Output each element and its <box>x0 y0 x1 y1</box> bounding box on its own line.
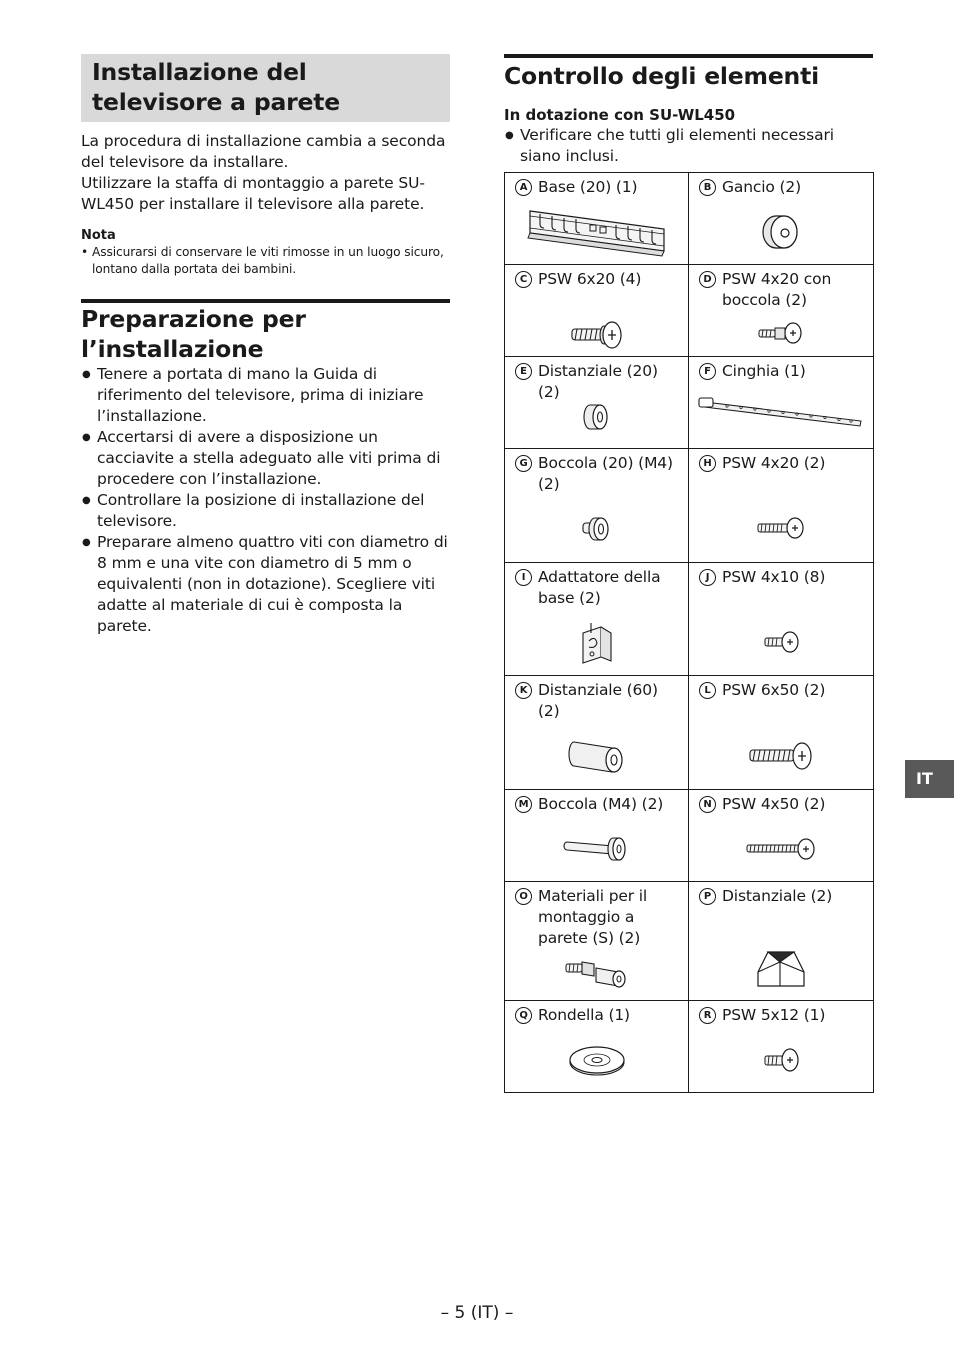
part-cell-m <box>505 790 689 882</box>
section-heading-box <box>81 54 450 122</box>
wall-bracket-icon <box>505 203 688 259</box>
item-label: PSW 4x20 con boccola (2) <box>722 270 832 309</box>
item-letter: I <box>515 569 532 586</box>
item-letter: J <box>699 569 716 586</box>
table-row <box>505 563 874 676</box>
note-item: • Assicurarsi di conservare le viti rimosse in un luogo sicuro, lontano dalla portata dei bambini. <box>81 244 450 278</box>
item-label: PSW 4x20 (2) <box>722 454 826 472</box>
table-row <box>505 449 874 563</box>
item-letter: M <box>515 796 532 813</box>
item-label: Distanziale (2) <box>722 887 833 905</box>
item-label: Adattatore della base (2) <box>538 568 661 607</box>
part-cell-l <box>689 676 874 790</box>
list-item: ● Verificare che tutti gli elementi necessari siano inclusi. <box>504 125 873 167</box>
screw-icon <box>689 630 873 654</box>
item-letter: Q <box>515 1007 532 1024</box>
item-label: Rondella (1) <box>538 1006 630 1024</box>
part-cell-h <box>689 449 874 563</box>
part-cell-b <box>689 173 874 265</box>
part-cell-f <box>689 357 874 449</box>
left-column <box>81 54 450 637</box>
screw-with-bushing-icon <box>689 321 873 345</box>
screw-icon <box>689 516 873 540</box>
item-letter: F <box>699 363 716 380</box>
section-title-parts-check: Controllo degli elementi <box>504 62 819 90</box>
intro-text <box>81 131 450 215</box>
screw-icon <box>689 836 873 862</box>
item-label: PSW 6x50 (2) <box>722 681 826 699</box>
part-cell-o <box>505 882 689 1001</box>
screw-icon <box>505 320 688 350</box>
part-cell-k <box>505 676 689 790</box>
item-letter: B <box>699 179 716 196</box>
item-label: PSW 4x10 (8) <box>722 568 826 586</box>
right-column <box>504 54 873 1093</box>
list-item: ● Tenere a portata di mano la Guida di riferimento del televisore, prima di iniziare l’installazione. <box>81 364 450 427</box>
part-cell-q <box>505 1001 689 1093</box>
part-cell-c <box>505 265 689 357</box>
item-label: Distanziale (60) (2) <box>538 681 658 720</box>
screw-icon <box>689 1047 873 1073</box>
section-title-preparation: Preparazione per l’installazione <box>81 305 306 363</box>
section-heading-rule <box>504 54 873 91</box>
item-letter: A <box>515 179 532 196</box>
language-tab: IT <box>905 760 954 798</box>
item-label: Boccola (M4) (2) <box>538 795 664 813</box>
item-letter: G <box>515 455 532 472</box>
item-letter: N <box>699 796 716 813</box>
item-letter: L <box>699 682 716 699</box>
part-cell-r <box>689 1001 874 1093</box>
page-number: – 5 (IT) – <box>440 1303 514 1323</box>
intro-paragraph: Utilizzare la staffa di montaggio a parete SU-WL450 per installare il televisore alla parete. <box>81 174 425 213</box>
item-letter: E <box>515 363 532 380</box>
item-letter: C <box>515 271 532 288</box>
list-item: ● Controllare la posizione di installazione del televisore. <box>81 490 450 532</box>
list-item: ● Preparare almeno quattro viti con diametro di 8 mm e una vite con diametro di 5 mm o equivalenti (non in dotazione). Scegliere viti adatte al materiale di cui è composta la parete. <box>81 532 450 637</box>
table-row <box>505 265 874 357</box>
item-letter: O <box>515 888 532 905</box>
base-adapter-icon <box>505 621 688 665</box>
part-cell-a <box>505 173 689 265</box>
block-spacer-icon <box>689 946 873 990</box>
item-letter: P <box>699 888 716 905</box>
table-row <box>505 1001 874 1093</box>
spacer-icon <box>505 736 688 776</box>
parts-check-list <box>504 125 873 167</box>
part-cell-e <box>505 357 689 449</box>
list-item: ● Accertarsi di avere a disposizione un cacciavite a stella adeguato alle viti prima di procedere con l’installazione. <box>81 427 450 490</box>
parts-table <box>504 172 874 1093</box>
belt-icon <box>689 395 873 431</box>
item-label: PSW 5x12 (1) <box>722 1006 826 1024</box>
part-cell-p <box>689 882 874 1001</box>
item-label: PSW 4x50 (2) <box>722 795 826 813</box>
item-label: Base (20) (1) <box>538 178 638 196</box>
bushing-icon <box>505 513 688 545</box>
screw-icon <box>689 740 873 772</box>
table-row <box>505 357 874 449</box>
part-cell-g <box>505 449 689 563</box>
item-label: Distanziale (20) (2) <box>538 362 658 401</box>
table-row <box>505 882 874 1001</box>
section-title-installation: Installazione del televisore a parete <box>92 58 340 116</box>
part-cell-d <box>689 265 874 357</box>
table-row <box>505 173 874 265</box>
item-letter: K <box>515 682 532 699</box>
washer-icon <box>505 1045 688 1077</box>
section-heading-rule <box>81 299 450 364</box>
table-row <box>505 790 874 882</box>
item-label: Boccola (20) (M4) (2) <box>538 454 673 493</box>
table-row <box>505 676 874 790</box>
wall-anchor-icon <box>505 958 688 990</box>
part-cell-j <box>689 563 874 676</box>
item-label: PSW 6x20 (4) <box>538 270 642 288</box>
bushing-icon <box>505 834 688 864</box>
item-label: Cinghia (1) <box>722 362 806 380</box>
supplied-with-title: In dotazione con SU-WL450 <box>504 106 736 124</box>
part-cell-n <box>689 790 874 882</box>
item-label: Gancio (2) <box>722 178 802 196</box>
hook-icon <box>689 213 873 251</box>
item-letter: H <box>699 455 716 472</box>
note-title: Nota <box>81 228 116 243</box>
note-list <box>81 244 450 278</box>
part-cell-i <box>505 563 689 676</box>
intro-paragraph: La procedura di installazione cambia a seconda del televisore da installare. <box>81 132 446 171</box>
spacer-icon <box>505 401 688 433</box>
item-letter: R <box>699 1007 716 1024</box>
item-letter: D <box>699 271 716 288</box>
item-label: Materiali per il montaggio a parete (S) (2) <box>538 887 648 947</box>
preparation-list <box>81 364 450 637</box>
